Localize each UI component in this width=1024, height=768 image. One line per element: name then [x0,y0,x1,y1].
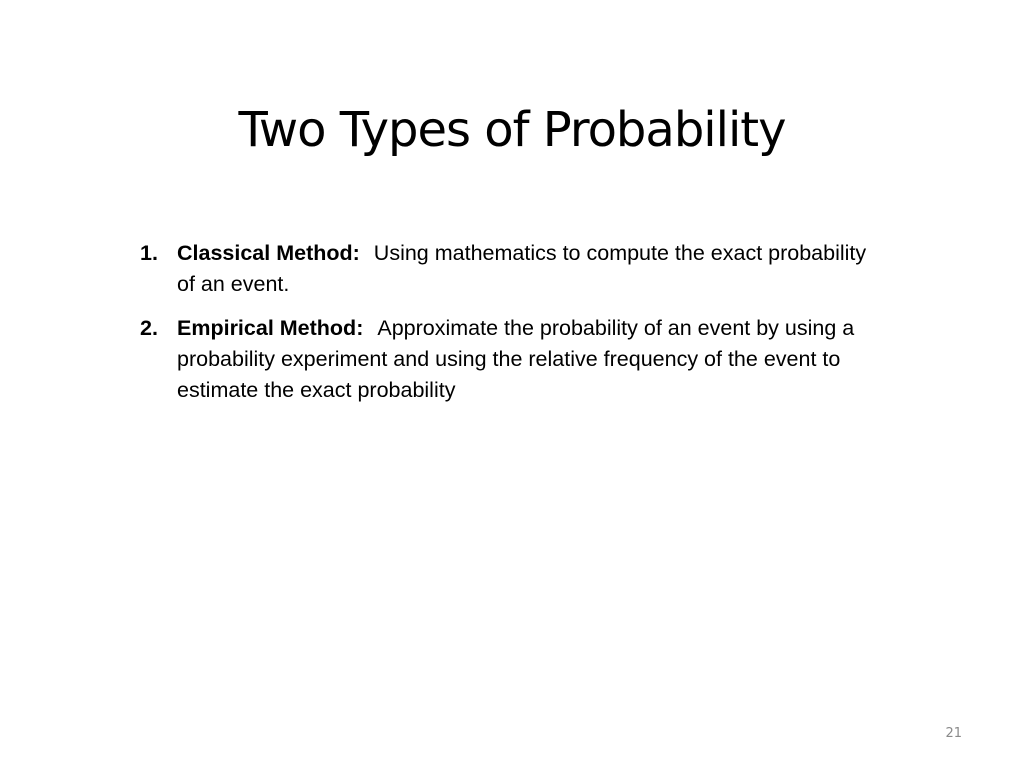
item-number: 1. [140,241,158,265]
item-number: 2. [140,316,158,340]
slide-number: 21 [945,726,962,741]
item-description: Using mathematics to compute the exact probability of an event. [177,241,867,296]
definitions-list [140,238,900,419]
list-item-empirical-method [140,313,877,406]
item-description: Approximate the probability of an event by using a probability experiment and using the relative frequency of the event to estimate the exact probability [177,316,855,402]
item-term: Classical Method: [177,241,360,265]
item-term: Empirical Method: [177,316,364,340]
list-item-classical-method [140,238,877,300]
slide-title: Two Types of Probability [238,102,786,159]
